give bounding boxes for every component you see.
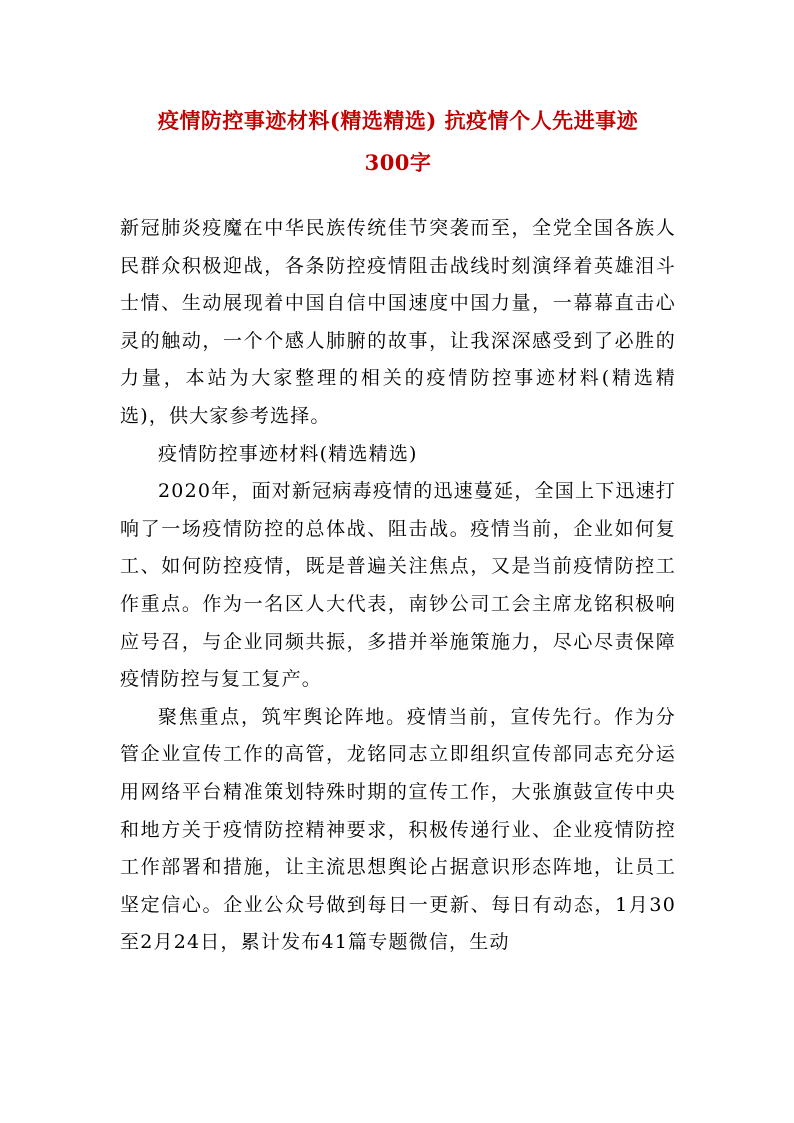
- section-heading: 疫情防控事迹材料(精选精选): [158, 442, 418, 465]
- title-line-2: 300字: [364, 150, 432, 175]
- document-page: [120, 100, 676, 962]
- body-paragraph-2: 聚焦重点，筑牢舆论阵地。疫情当前，宣传先行。作为分管企业宣传工作的高管，龙铭同志立即组织宣传部同志充分运用网络平台精准策划特殊时期的宣传工作，大张旗鼓宣传中央和地方关于疫情防控精神要求，积极传递行业、企业疫情防控工作部署和措施，让主流思想舆论占据意识形态阵地，让员工坚定信心。企业公众号做到每日一更新、每日有动态，1月30至2月24日，累计发布41篇专题微信，生动: [120, 705, 676, 954]
- document-title: [120, 100, 676, 184]
- body-paragraph-1: 2020年，面对新冠病毒疫情的迅速蔓延，全国上下迅速打响了一场疫情防控的总体战、阻击战。疫情当前，企业如何复工、如何防控疫情，既是普遍关注焦点，又是当前疫情防控工作重点。作为一名区人大代表，南钞公司工会主席龙铭积极响应号召，与企业同频共振，多措并举施策施力，尽心尽责保障疫情防控与复工复产。: [120, 480, 676, 691]
- title-line-1: 疫情防控事迹材料(精选精选) 抗疫情个人先进事迹: [157, 108, 639, 133]
- intro-paragraph: 新冠肺炎疫魔在中华民族传统佳节突袭而至，全党全国各族人民群众积极迎战，各条防控疫情阻击战线时刻演绎着英雄泪斗士情、生动展现着中国自信中国速度中国力量，一幕幕直击心灵的触动，一个个感人肺腑的故事，让我深深感受到了必胜的力量，本站为大家整理的相关的疫情防控事迹材料(精选精选)，供大家参考选择。: [120, 217, 676, 427]
